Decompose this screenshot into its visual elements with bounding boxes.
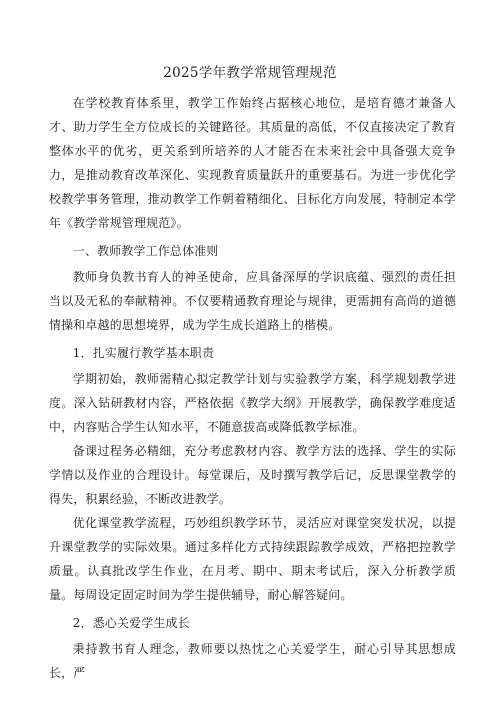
subsection-2-paragraph-1: 秉持教书育人理念，教师要以热忱之心关爱学生，耐心引导其思想成长，严 [49, 642, 456, 680]
subsection-1-paragraph-1: 学期初始，教师需精心拟定教学计划与实验教学方案，科学规划教学进度。深入钻研教材内容，严格依据《教学大纲》开展教学，确保教学难度适中，内容贴合学生认知水平，不随意拔高或降低教学标准。 [49, 372, 456, 434]
subsection-heading-1: 1．扎实履行教学基本职责 [72, 346, 215, 360]
document-body [49, 91, 456, 685]
intro-paragraph: 在学校教育体系里，教学工作始终占据核心地位，是培育德才兼备人才、助力学生全方位成长的关键路径。其质量的高低，不仅直接决定了教育整体水平的优劣，更关系到所培养的人才能否在未来社会中具备强大竞争力，是推动教育改革深化、实现教育质量跃升的重要基石。为进一步优化学校教学事务管理，推动教学工作朝着精细化、目标化方向发展，特制定本学年《教学常规管理规范》。 [49, 96, 456, 230]
subsection-1-paragraph-2: 备课过程务必精细，充分考虑教材内容、教学方法的选择、学生的实际学情以及作业的合理设计。每堂课后，及时撰写教学后记，反思课堂教学的得失，积累经验，不断改进教学。 [49, 444, 456, 506]
subsection-1-paragraph-3: 优化课堂教学流程，巧妙组织教学环节，灵活应对课堂突发状况，以提升课堂教学的实际效果。通过多样化方式持续跟踪教学成效，严格把控教学质量。认真批改学生作业，在月考、期中、期末考试后，深入分析教学质量。每周设定固定时间为学生提供辅导，耐心解答疑问。 [49, 516, 456, 602]
subsection-heading-2: 2．悉心关爱学生成长 [72, 616, 190, 630]
section-heading-1: 一、教师教学工作总体准则 [72, 244, 219, 258]
section-1-paragraph: 教师身负教书育人的神圣使命，应具备深厚的学识底蕴、强烈的责任担当以及无私的奉献精神。不仅要精通教育理论与规律，更需拥有高尚的道德情操和卓越的思想境界，成为学生成长道路上的楷模。 [49, 270, 456, 332]
document-title: 2025学年教学常规管理规范 [163, 65, 337, 81]
